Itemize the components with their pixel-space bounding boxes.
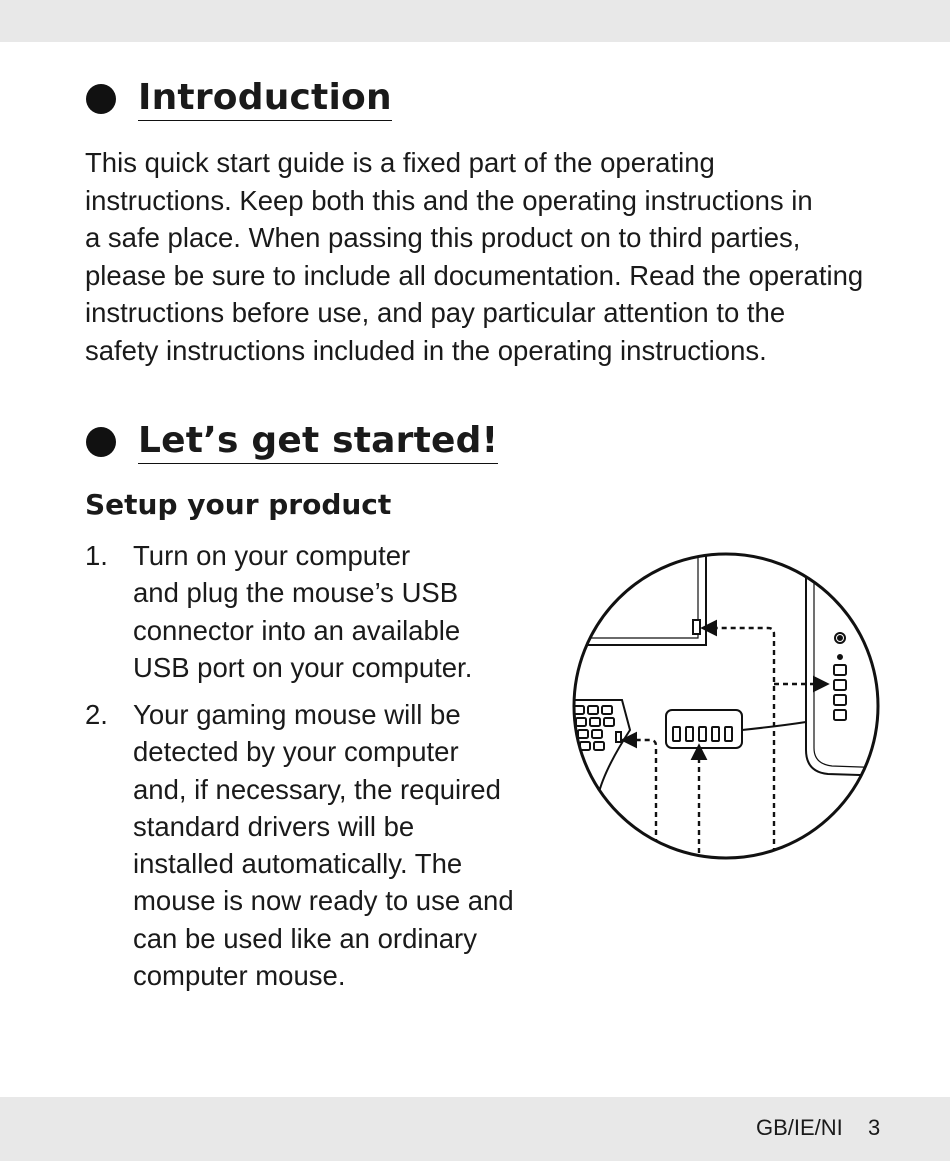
step-line: and, if necessary, the required (133, 773, 501, 805)
introduction-paragraph (85, 144, 915, 369)
bullet-icon (86, 84, 116, 114)
paragraph-line: instructions before use, and pay particular attention to the (85, 297, 786, 328)
top-margin-band (0, 0, 950, 42)
paragraph-line: a safe place. When passing this product on to third parties, (85, 222, 801, 253)
step-line: can be used like an ordinary (133, 922, 477, 954)
step-line: and plug the mouse’s USB (133, 577, 459, 609)
step-line: USB port on your computer. (133, 651, 473, 683)
step-text (133, 537, 472, 686)
step-line: detected by your computer (133, 736, 459, 768)
paragraph-line: This quick start guide is a fixed part of the operating (85, 147, 715, 178)
get-started-heading (86, 421, 498, 464)
paragraph-line: please be sure to include all documentation. Read the operating (85, 259, 864, 291)
step-line: standard drivers will be (133, 810, 415, 842)
page-number: 3 (868, 1115, 881, 1140)
setup-subheading: Setup your product (85, 488, 392, 521)
usb-connection-illustration (570, 550, 882, 862)
usb-hub (666, 710, 806, 748)
step-text (133, 696, 514, 994)
introduction-heading (86, 78, 392, 121)
step-line: Your gaming mouse will be (133, 699, 461, 730)
get-started-title: Let’s get started! (138, 421, 498, 464)
illustration-frame (574, 554, 878, 858)
step-line: connector into an available (133, 614, 461, 646)
region-label: GB/IE/NI (756, 1115, 843, 1140)
step-line: installed automatically. The (133, 848, 463, 880)
step-number: 1. (85, 540, 108, 571)
step-line: Turn on your computer (133, 540, 411, 571)
introduction-title: Introduction (138, 78, 392, 121)
laptop-screen (570, 550, 706, 645)
computer-tower (806, 570, 882, 776)
step-line: computer mouse. (133, 960, 346, 992)
paragraph-line: safety instructions included in the operating instructions. (85, 334, 767, 366)
paragraph-line: instructions. Keep both this and the operating instructions in (85, 184, 813, 216)
step-number: 2. (85, 699, 108, 730)
step-line: mouse is now ready to use and (133, 885, 514, 917)
bullet-icon (86, 427, 116, 457)
